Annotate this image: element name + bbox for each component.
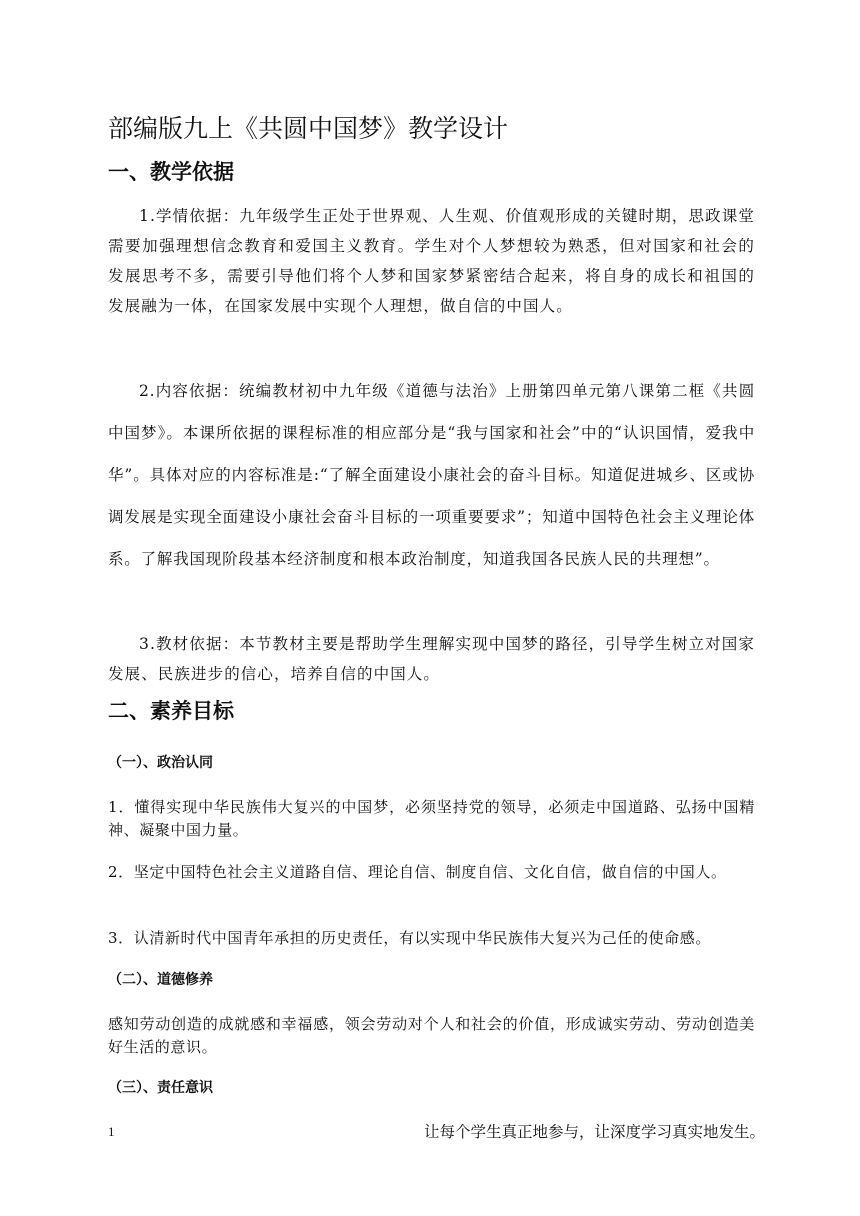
list-item: 3．认清新时代中国青年承担的历史责任，有以实现中华民族伟大复兴为己任的使命感。: [108, 929, 711, 947]
paragraph-content-basis: 2.内容依据：统编教材初中九年级《道德与法治》上册第四单元第八课第二框《共圆中国梦》。本课所依据的课程标准的相应部分是“我与国家和社会”中的“认识国情，爱我中华”。具体对应的内容标准是:“了解全面建设小康社会的奋斗目标。知道促进城乡、区或协调发展是实现全面建设小康社会奋斗目标的一项重要要求”；知道中国特色社会主义理论体系。了解我国现阶段基本经济制度和根本政治制度，知道我国各民族人民的共理想”。: [108, 382, 755, 568]
paragraph-moral-cultivation: 感知劳动创造的成就感和幸福感，领会劳动对个人和社会的价值，形成诚实劳动、劳动创造美好生活的意识。: [108, 1015, 755, 1056]
footer-slogan: 让每个学生真正地参与，让深度学习真实地发生。: [424, 1123, 766, 1141]
subheading-sense-of-responsibility: （三）、责任意识: [108, 1080, 213, 1096]
list-item: 1．懂得实现中华民族伟大复兴的中国梦，必须坚持党的领导，必须走中国道路、弘扬中国精神、凝聚中国力量。: [108, 798, 755, 839]
list-item: 2．坚定中国特色社会主义道路自信、理论自信、制度自信、文化自信，做自信的中国人。: [108, 863, 727, 881]
section-heading-literacy-goals: 二、素养目标: [108, 699, 234, 723]
page-number: 1: [108, 1124, 115, 1139]
subheading-political-identity: （一）、政治认同: [108, 755, 213, 771]
section-heading-teaching-basis: 一、教学依据: [108, 160, 234, 184]
paragraph-textbook-basis: 3.教材依据：本节教材主要是帮助学生理解实现中国梦的路径，引导学生树立对国家发展、民族进步的信心，培养自信的中国人。: [108, 635, 755, 683]
document-title: 部编版九上《共圆中国梦》教学设计: [108, 114, 509, 143]
subheading-moral-cultivation: （二）、道德修养: [108, 972, 213, 988]
paragraph-student-basis: 1.学情依据：九年级学生正处于世界观、人生观、价值观形成的关键时期，思政课堂需要加强理想信念教育和爱国主义教育。学生对个人梦想较为熟悉，但对国家和社会的发展思考不多，需要引导他们将个人梦和国家梦紧密结合起来，将自身的成长和祖国的发展融为一体，在国家发展中实现个人理想，做自信的中国人。: [108, 207, 755, 315]
